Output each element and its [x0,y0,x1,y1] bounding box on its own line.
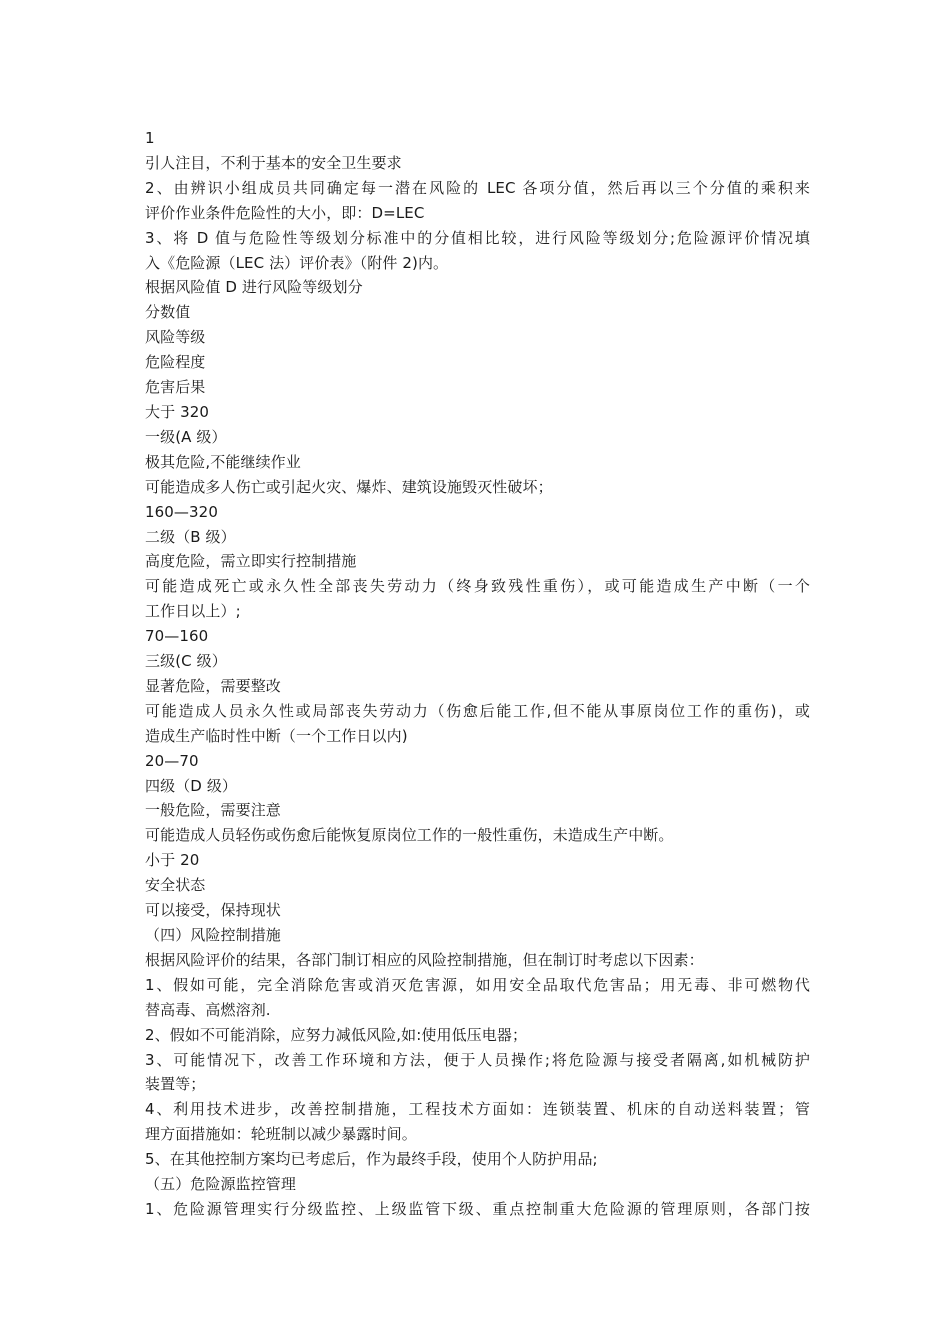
text-line: 5、在其他控制方案均已考虑后，作为最终手段，使用个人防护用品; [145,1150,598,1169]
text-line: 替高毒、高燃溶剂. [145,1000,271,1019]
table-header-level: 风险等级 [145,328,206,347]
text-line: 装置等； [145,1075,206,1094]
table-header-degree: 危险程度 [145,353,206,372]
text-line: 4、利用技术进步，改善控制措施，工程技术方面如：连锁装置、机床的自动送料装置；管 [145,1100,810,1119]
table-cell: 小于 20 [145,851,200,870]
table-cell: 70—160 [145,627,209,646]
table-cell: 一级(A 级） [145,427,227,446]
text-line: 3、可能情况下，改善工作环境和方法，便于人员操作;将危险源与接受者隔离,如机械防护 [145,1050,810,1069]
table-cell: 四级（D 级） [145,776,238,795]
table-header-consequence: 危害后果 [145,378,206,397]
table-cell: 造成生产临时性中断（一个工作日以内) [145,726,408,745]
table-cell: 高度危险，需立即实行控制措施 [145,552,357,571]
table-cell: 可能造成人员永久性或局部丧失劳动力（伤愈后能工作,但不能从事原岗位工作的重伤)，或 [145,701,810,720]
table-cell: 一般危险，需要注意 [145,801,281,820]
text-line: 2、假如不可能消除，应努力减低风险,如:使用低压电器； [145,1025,528,1044]
table-cell: 三级(C 级） [145,652,227,671]
table-header-score: 分数值 [145,303,191,322]
text-line: 评价作业条件危险性的大小，即：D=LEC [145,203,425,222]
text-line: 1、危险源管理实行分级监控、上级监管下级、重点控制重大危险源的管理原则，各部门按 [145,1199,810,1218]
table-cell: 可能造成人员轻伤或伤愈后能恢复原岗位工作的一般性重伤，未造成生产中断。 [145,826,674,845]
table-cell: 大于 320 [145,402,209,421]
table-cell: 极其危险,不能继续作业 [145,452,301,471]
section-heading: 根据风险值 D 进行风险等级划分 [145,278,363,297]
text-line: 引人注目，不利于基本的安全卫生要求 [145,153,402,172]
table-cell: 20—70 [145,751,199,770]
text-line: 1、假如可能，完全消除危害或消灭危害源，如用安全品取代危害品；用无毒、非可燃物代 [145,975,810,994]
table-cell: 安全状态 [145,876,206,895]
table-cell: 工作日以上）; [145,602,241,621]
text-line: 根据风险评价的结果，各部门制订相应的风险控制措施，但在制订时考虑以下因素： [145,950,704,969]
section-heading: （五）危险源监控管理 [145,1175,297,1194]
text-line: 3、将 D 值与危险性等级划分标准中的分值相比较，进行风险等级划分;危险源评价情况填 [145,228,810,247]
section-heading: （四）风险控制措施 [145,926,281,944]
document-page [145,126,810,1222]
text-line: 2、由辨识小组成员共同确定每一潜在风险的 LEC 各项分值，然后再以三个分值的乘积来 [145,178,810,197]
text-line: 入《危险源（LEC 法）评价表》（附件 2)内。 [145,253,449,272]
table-cell: 160—320 [145,502,218,521]
page-number: 1 [145,129,155,147]
table-cell: 显著危险，需要整改 [145,676,281,695]
table-cell: 可能造成多人伤亡或引起火灾、爆炸、建筑设施毁灭性破坏； [145,477,553,496]
table-cell: 可能造成死亡或永久性全部丧失劳动力（终身致残性重伤），或可能造成生产中断（一个 [145,577,810,596]
table-cell: 二级（B 级） [145,527,236,546]
text-line: 理方面措施如：轮班制以减少暴露时间。 [145,1125,417,1144]
table-cell: 可以接受，保持现状 [145,901,281,920]
